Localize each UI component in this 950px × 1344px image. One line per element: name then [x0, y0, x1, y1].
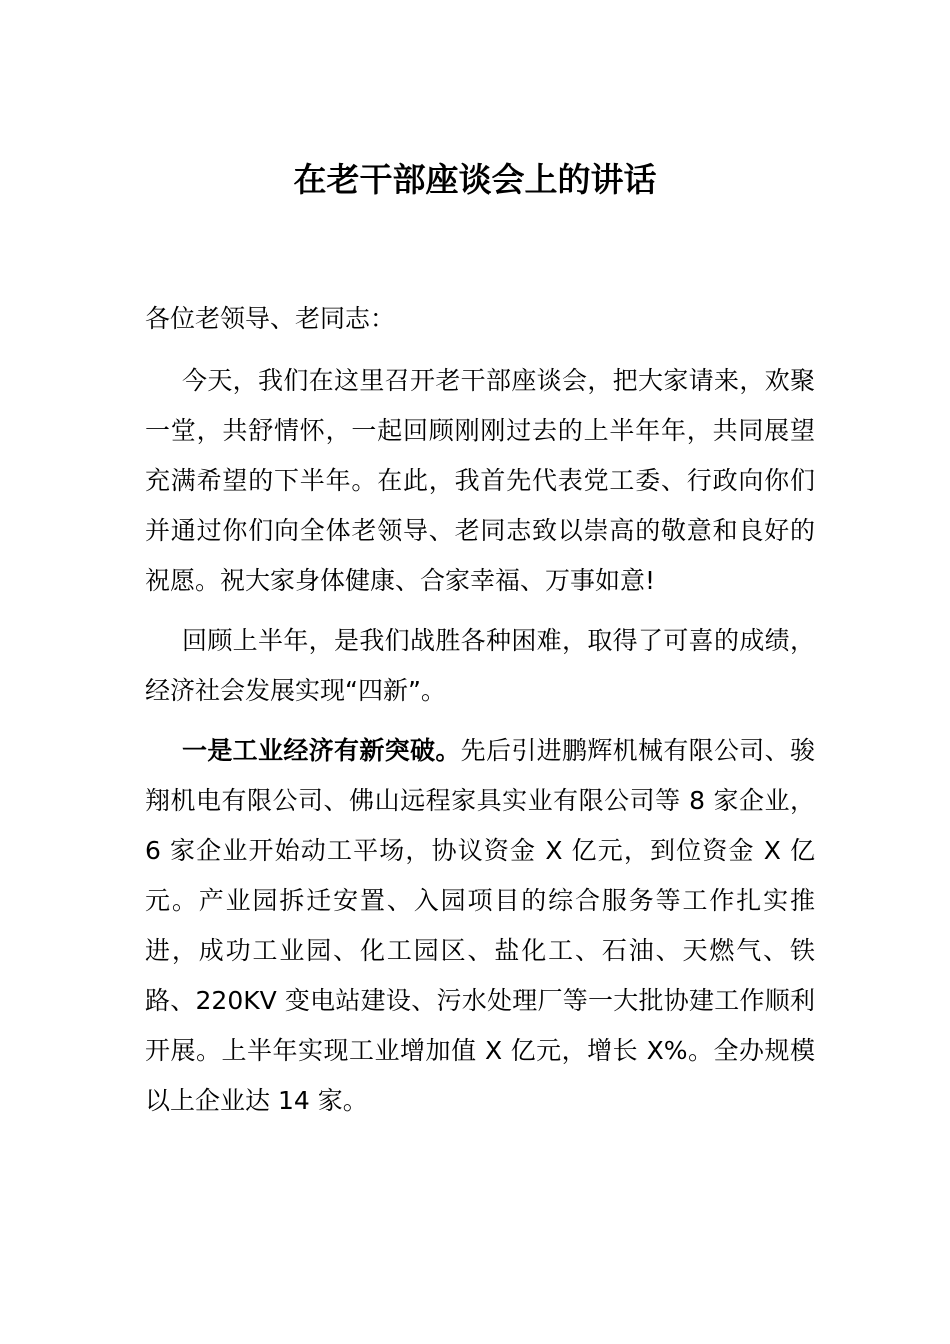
document-title: 在老干部座谈会上的讲话: [293, 160, 657, 199]
paragraph-text: 今天，我们在这里召开老干部座谈会，把大家请来，欢聚一堂，共舒情怀，一起回顾刚刚过去的上半年年，共同展望充满希望的下半年。在此，我首先代表党工委、行政向你们并通过你们向全体老领导、老同志致以崇高的敬意和良好的祝愿。祝大家身体健康、合家幸福、万事如意!: [145, 366, 815, 595]
paragraph-text: 先后引进鹏辉机械有限公司、骏翔机电有限公司、佛山远程家具实业有限公司等 8 家企业，6 家企业开始动工平场，协议资金 X 亿元，到位资金 X 亿元。产业园拆迁安置、入园项目的综合服务等工作扎实推进，成功工业园、化工园区、盐化工、石油、天燃气、铁路、220KV 变电站建设、污水处理厂等一大批协建工作顺利开展。上半年实现工业增加值 X 亿元，增长 X%。全办规模以上企业达 14 家。: [145, 736, 815, 1115]
salutation: 各位老领导、老同志：: [145, 304, 396, 333]
paragraph-lead-heading: 一是工业经济有新突破。: [182, 736, 461, 765]
paragraph-text: 回顾上半年，是我们战胜各种困难，取得了可喜的成绩，经济社会发展实现“四新”。: [145, 626, 815, 705]
paragraph-review: [145, 616, 815, 716]
paragraph-industry: [145, 726, 815, 1126]
paragraph-opening: [145, 356, 815, 606]
